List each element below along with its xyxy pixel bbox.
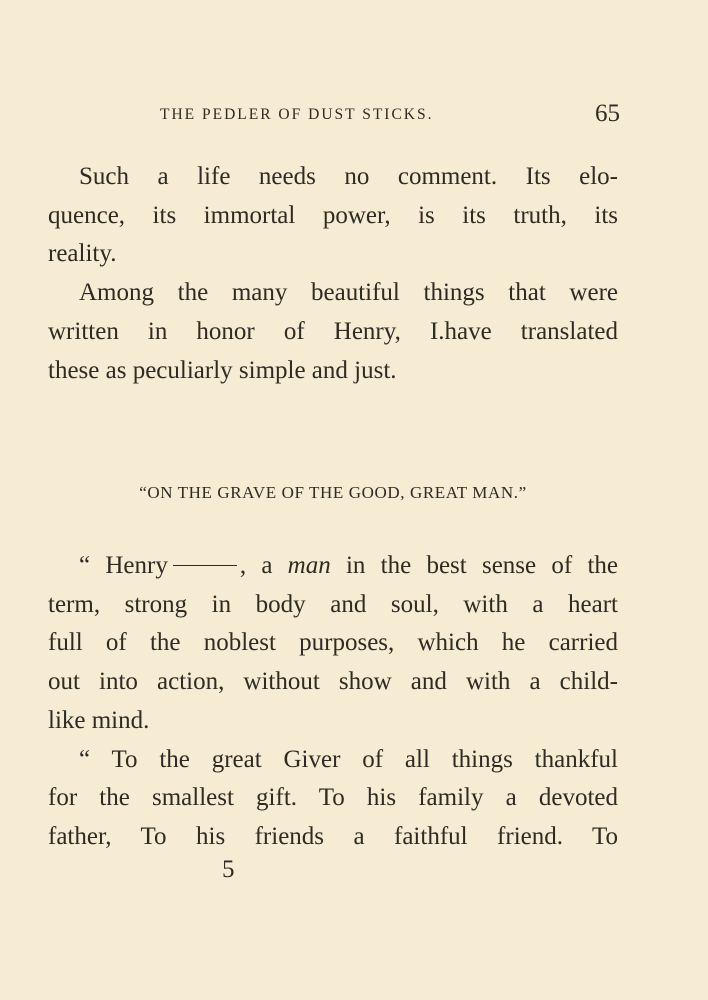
em-dash-rule [173,565,237,566]
paragraph-line: these as peculiarly simple and just. [48,356,397,384]
running-title: THE PEDLER OF DUST STICKS. [160,106,434,123]
quote-line: term, strong in body and soul, with a heart [48,590,618,618]
section-heading: “ON THE GRAVE OF THE GOOD, GREAT MAN.” [139,483,527,502]
quote-text: , a [239,552,288,579]
emphasized-word: man [287,552,331,579]
paragraph-line: written in honor of Henry, I.have translated [48,317,618,345]
paragraph-line: quence, its immortal power, is its truth, its [48,201,618,229]
quote-line: “ To the great Giver of all things thankful [79,745,618,773]
quote-line: for the smallest gift. To his family a devoted [48,784,618,812]
running-header [48,100,620,130]
quote-text: in the best sense of the [330,552,618,579]
quote-line: father, To his friends a faithful friend. To [48,822,618,850]
paragraph-line: Among the many beautiful things that were [79,279,618,307]
paragraph-line: reality. [48,240,117,268]
paragraph-line: Such a life needs no comment. Its elo- [79,163,618,190]
quote-line: full of the noblest purposes, which he carried [48,629,618,657]
quote-line: like mind. [48,706,150,734]
quote-line: out into action, without show and with a child- [48,668,618,696]
page-number: 65 [595,100,620,127]
quote-text: “ Henry [79,552,168,579]
signature-mark: 5 [222,856,235,883]
quote-line [48,547,618,586]
